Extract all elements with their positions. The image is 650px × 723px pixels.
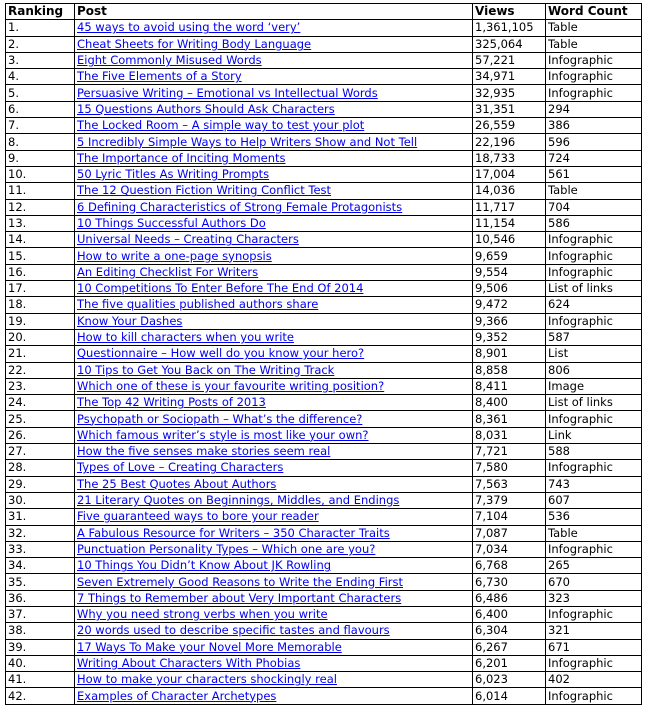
post-link[interactable]: Universal Needs – Creating Characters (77, 232, 299, 247)
table-row (6, 346, 642, 362)
table-row (6, 411, 642, 427)
post-cell (75, 134, 473, 150)
post-link[interactable]: Which one of these is your favourite writing position? (77, 378, 385, 393)
word-count-cell: 588 (546, 444, 642, 460)
rank-cell: 12. (6, 199, 75, 215)
views-cell: 6,201 (473, 655, 546, 671)
rank-cell: 35. (6, 574, 75, 590)
word-count-cell: Link (546, 427, 642, 443)
table-row (6, 297, 642, 313)
post-cell (75, 69, 473, 85)
rank-cell: 10. (6, 166, 75, 182)
views-cell: 7,104 (473, 509, 546, 525)
views-cell: 14,036 (473, 183, 546, 199)
post-link[interactable]: The Importance of Inciting Moments (77, 150, 286, 165)
table-row (6, 264, 642, 280)
table-row (6, 574, 642, 590)
post-cell (75, 509, 473, 525)
table-row (6, 329, 642, 345)
post-cell (75, 574, 473, 590)
word-count-cell: Image (546, 378, 642, 394)
rank-cell: 40. (6, 655, 75, 671)
views-cell: 6,486 (473, 590, 546, 606)
word-count-cell: Infographic (546, 541, 642, 557)
rank-cell: 41. (6, 672, 75, 688)
word-count-cell: Infographic (546, 69, 642, 85)
post-link[interactable]: 45 ways to avoid using the word ‘very’ (77, 20, 301, 35)
views-cell: 7,034 (473, 541, 546, 557)
post-link[interactable]: The five qualities published authors share (77, 297, 319, 312)
views-cell: 17,004 (473, 166, 546, 182)
word-count-cell: 670 (546, 574, 642, 590)
post-link[interactable]: 10 Things You Didn’t Know About JK Rowling (77, 558, 332, 573)
rank-cell: 20. (6, 329, 75, 345)
word-count-cell: 671 (546, 639, 642, 655)
views-cell: 6,304 (473, 623, 546, 639)
table-row (6, 639, 642, 655)
views-cell: 31,351 (473, 101, 546, 117)
header-ranking: Ranking (6, 4, 75, 20)
post-link[interactable]: 17 Ways To Make your Novel More Memorable (77, 639, 342, 654)
word-count-cell: 743 (546, 476, 642, 492)
post-link[interactable]: Questionnaire – How well do you know your hero? (77, 346, 365, 361)
post-link[interactable]: Punctuation Personality Types – Which one are you? (77, 541, 376, 556)
post-cell (75, 85, 473, 101)
rank-cell: 25. (6, 411, 75, 427)
word-count-cell: Infographic (546, 655, 642, 671)
table-row (6, 281, 642, 297)
rank-cell: 30. (6, 492, 75, 508)
table-row (6, 199, 642, 215)
word-count-cell: Infographic (546, 606, 642, 622)
rank-cell: 37. (6, 606, 75, 622)
word-count-cell: 586 (546, 215, 642, 231)
post-cell (75, 427, 473, 443)
post-link[interactable]: A Fabulous Resource for Writers – 350 Character Traits (77, 525, 390, 540)
table-row (6, 52, 642, 68)
views-cell: 9,352 (473, 329, 546, 345)
post-cell (75, 52, 473, 68)
post-cell (75, 590, 473, 606)
views-cell: 325,064 (473, 36, 546, 52)
word-count-cell: Table (546, 36, 642, 52)
post-link[interactable]: 5 Incredibly Simple Ways to Help Writers Show and Not Tell (77, 134, 418, 149)
rank-cell: 18. (6, 297, 75, 313)
views-cell: 10,546 (473, 232, 546, 248)
post-cell (75, 672, 473, 688)
post-link[interactable]: The Five Elements of a Story (77, 69, 242, 84)
word-count-cell: 624 (546, 297, 642, 313)
post-cell (75, 215, 473, 231)
views-cell: 6,768 (473, 558, 546, 574)
rank-cell: 9. (6, 150, 75, 166)
post-cell (75, 264, 473, 280)
views-cell: 8,031 (473, 427, 546, 443)
post-link[interactable]: 10 Competitions To Enter Before The End Of 2014 (77, 281, 364, 296)
post-link[interactable]: How to write a one-page synopsis (77, 248, 272, 263)
word-count-cell: 386 (546, 118, 642, 134)
rank-cell: 19. (6, 313, 75, 329)
views-cell: 9,659 (473, 248, 546, 264)
views-cell: 34,971 (473, 69, 546, 85)
rank-cell: 15. (6, 248, 75, 264)
rank-cell: 26. (6, 427, 75, 443)
post-link[interactable]: 10 Things Successful Authors Do (77, 216, 266, 230)
rank-cell: 14. (6, 232, 75, 248)
rank-cell: 4. (6, 69, 75, 85)
table-row (6, 313, 642, 329)
table-row (6, 558, 642, 574)
post-link[interactable]: How the five senses make stories seem real (77, 444, 331, 459)
table-row (6, 101, 642, 117)
post-link[interactable]: 20 words used to describe specific tastes and flavours (77, 623, 390, 638)
post-link[interactable]: How to make your characters shockingly real (77, 672, 337, 687)
rank-cell: 39. (6, 639, 75, 655)
word-count-cell: List of links (546, 281, 642, 297)
post-link[interactable]: Psychopath or Sociopath – What’s the difference? (77, 411, 363, 426)
rank-cell: 36. (6, 590, 75, 606)
post-link[interactable]: The 12 Question Fiction Writing Conflict Test (77, 183, 332, 198)
table-row (6, 606, 642, 622)
post-link[interactable]: Know Your Dashes (77, 313, 183, 328)
rank-cell: 31. (6, 509, 75, 525)
table-row (6, 362, 642, 378)
table-row (6, 672, 642, 688)
views-cell: 9,506 (473, 281, 546, 297)
word-count-cell: 265 (546, 558, 642, 574)
table-row (6, 85, 642, 101)
views-cell: 8,411 (473, 378, 546, 394)
rank-cell: 1. (6, 20, 75, 36)
post-link[interactable]: Cheat Sheets for Writing Body Language (77, 36, 312, 51)
post-link[interactable]: 15 Questions Authors Should Ask Characters (77, 101, 335, 116)
word-count-cell: 724 (546, 150, 642, 166)
rank-cell: 24. (6, 395, 75, 411)
views-cell: 8,361 (473, 411, 546, 427)
post-cell (75, 476, 473, 492)
word-count-cell: 704 (546, 199, 642, 215)
rank-cell: 33. (6, 541, 75, 557)
post-cell (75, 297, 473, 313)
word-count-cell: 536 (546, 509, 642, 525)
views-cell: 11,154 (473, 215, 546, 231)
post-link[interactable]: Seven Extremely Good Reasons to Write the Ending First (77, 574, 404, 589)
header-post: Post (75, 4, 473, 20)
post-link[interactable]: 50 Lyric Titles As Writing Prompts (77, 167, 270, 182)
post-cell (75, 20, 473, 36)
rank-cell: 17. (6, 281, 75, 297)
rank-cell: 27. (6, 444, 75, 460)
post-cell (75, 525, 473, 541)
post-link[interactable]: Why you need strong verbs when you write (77, 607, 328, 622)
word-count-cell: Infographic (546, 264, 642, 280)
views-cell: 6,023 (473, 672, 546, 688)
views-cell: 8,400 (473, 395, 546, 411)
views-cell: 18,733 (473, 150, 546, 166)
table-row (6, 395, 642, 411)
views-cell: 7,563 (473, 476, 546, 492)
post-cell (75, 281, 473, 297)
post-cell (75, 36, 473, 52)
views-cell: 7,721 (473, 444, 546, 460)
word-count-cell: 294 (546, 101, 642, 117)
rank-cell: 16. (6, 264, 75, 280)
word-count-cell: 806 (546, 362, 642, 378)
post-link[interactable]: Eight Commonly Misused Words (77, 53, 262, 68)
word-count-cell: 596 (546, 134, 642, 150)
views-cell: 6,014 (473, 688, 546, 704)
rank-cell: 23. (6, 378, 75, 394)
word-count-cell: Table (546, 183, 642, 199)
post-cell (75, 606, 473, 622)
rank-cell: 7. (6, 118, 75, 134)
rank-cell: 21. (6, 346, 75, 362)
table-row (6, 427, 642, 443)
post-link[interactable]: An Editing Checklist For Writers (77, 264, 259, 279)
views-cell: 9,366 (473, 313, 546, 329)
rank-cell: 29. (6, 476, 75, 492)
post-cell (75, 118, 473, 134)
table-row (6, 688, 642, 704)
post-cell (75, 362, 473, 378)
post-cell (75, 395, 473, 411)
table-row (6, 541, 642, 557)
rank-cell: 11. (6, 183, 75, 199)
posts-table (5, 3, 642, 705)
post-link[interactable]: Which famous writer’s style is most like your own? (77, 427, 369, 442)
views-cell: 22,196 (473, 134, 546, 150)
post-cell (75, 329, 473, 345)
table-row (6, 20, 642, 36)
word-count-cell: Infographic (546, 85, 642, 101)
rank-cell: 32. (6, 525, 75, 541)
table-row (6, 232, 642, 248)
post-cell (75, 183, 473, 199)
word-count-cell: Infographic (546, 411, 642, 427)
table-row (6, 460, 642, 476)
post-cell (75, 199, 473, 215)
word-count-cell: Infographic (546, 232, 642, 248)
header-row (6, 4, 642, 20)
table-row (6, 509, 642, 525)
word-count-cell: Table (546, 20, 642, 36)
post-link[interactable]: 7 Things to Remember about Very Important Characters (77, 590, 402, 605)
table-row (6, 150, 642, 166)
post-cell (75, 411, 473, 427)
views-cell: 32,935 (473, 85, 546, 101)
post-link[interactable]: Five guaranteed ways to bore your reader (77, 509, 319, 524)
table-row (6, 655, 642, 671)
word-count-cell: List of links (546, 395, 642, 411)
table-row (6, 590, 642, 606)
rank-cell: 2. (6, 36, 75, 52)
table-row (6, 378, 642, 394)
header-views: Views (473, 4, 546, 20)
post-cell (75, 232, 473, 248)
post-cell (75, 150, 473, 166)
word-count-cell: 321 (546, 623, 642, 639)
word-count-cell: Infographic (546, 460, 642, 476)
post-link[interactable]: 10 Tips to Get You Back on The Writing Track (77, 362, 335, 377)
post-link[interactable]: Persuasive Writing – Emotional vs Intellectual Words (77, 85, 378, 100)
rank-cell: 13. (6, 215, 75, 231)
post-cell (75, 166, 473, 182)
rank-cell: 3. (6, 52, 75, 68)
views-cell: 9,472 (473, 297, 546, 313)
table-row (6, 525, 642, 541)
views-cell: 6,400 (473, 606, 546, 622)
post-cell (75, 655, 473, 671)
table-row (6, 69, 642, 85)
views-cell: 6,730 (473, 574, 546, 590)
post-cell (75, 101, 473, 117)
header-word-count: Word Count (546, 4, 642, 20)
rank-cell: 8. (6, 134, 75, 150)
post-cell (75, 623, 473, 639)
word-count-cell: Infographic (546, 313, 642, 329)
rank-cell: 42. (6, 688, 75, 704)
post-cell (75, 460, 473, 476)
views-cell: 11,717 (473, 199, 546, 215)
document (5, 3, 642, 705)
word-count-cell: List (546, 346, 642, 362)
post-link[interactable]: 6 Defining Characteristics of Strong Female Protagonists (77, 199, 403, 214)
post-link[interactable]: Types of Love – Creating Characters (77, 460, 284, 475)
views-cell: 9,554 (473, 264, 546, 280)
post-cell (75, 346, 473, 362)
views-cell: 26,559 (473, 118, 546, 134)
post-cell (75, 248, 473, 264)
word-count-cell: 402 (546, 672, 642, 688)
post-cell (75, 688, 473, 704)
views-cell: 7,580 (473, 460, 546, 476)
word-count-cell: 323 (546, 590, 642, 606)
table-row (6, 476, 642, 492)
post-cell (75, 541, 473, 557)
views-cell: 6,267 (473, 639, 546, 655)
post-link[interactable]: Writing About Characters With Phobias (77, 656, 301, 671)
post-cell (75, 639, 473, 655)
table-row (6, 623, 642, 639)
post-link[interactable]: The Top 42 Writing Posts of 2013 (77, 395, 266, 410)
table-row (6, 248, 642, 264)
table-row (6, 444, 642, 460)
post-cell (75, 558, 473, 574)
word-count-cell: Infographic (546, 52, 642, 68)
rank-cell: 6. (6, 101, 75, 117)
word-count-cell: 587 (546, 329, 642, 345)
table-row (6, 36, 642, 52)
rank-cell: 34. (6, 558, 75, 574)
views-cell: 1,361,105 (473, 20, 546, 36)
table-row (6, 134, 642, 150)
post-link[interactable]: The 25 Best Quotes About Authors (77, 476, 277, 491)
post-cell (75, 313, 473, 329)
table-row (6, 166, 642, 182)
post-cell (75, 378, 473, 394)
post-link[interactable]: The Locked Room – A simple way to test your plot (77, 118, 365, 133)
views-cell: 7,379 (473, 492, 546, 508)
rank-cell: 38. (6, 623, 75, 639)
rank-cell: 5. (6, 85, 75, 101)
table-row (6, 183, 642, 199)
word-count-cell: Infographic (546, 248, 642, 264)
post-cell (75, 492, 473, 508)
views-cell: 7,087 (473, 525, 546, 541)
word-count-cell: Infographic (546, 688, 642, 704)
table-row (6, 118, 642, 134)
word-count-cell: 561 (546, 166, 642, 182)
table-row (6, 492, 642, 508)
rank-cell: 28. (6, 460, 75, 476)
word-count-cell: 607 (546, 492, 642, 508)
post-link[interactable]: Examples of Character Archetypes (77, 688, 277, 703)
views-cell: 57,221 (473, 52, 546, 68)
post-link[interactable]: 21 Literary Quotes on Beginnings, Middles, and Endings (77, 493, 400, 508)
views-cell: 8,901 (473, 346, 546, 362)
table-body (6, 20, 642, 704)
post-link[interactable]: How to kill characters when you write (77, 330, 294, 345)
rank-cell: 22. (6, 362, 75, 378)
table-row (6, 215, 642, 231)
word-count-cell: Table (546, 525, 642, 541)
views-cell: 8,858 (473, 362, 546, 378)
post-cell (75, 444, 473, 460)
